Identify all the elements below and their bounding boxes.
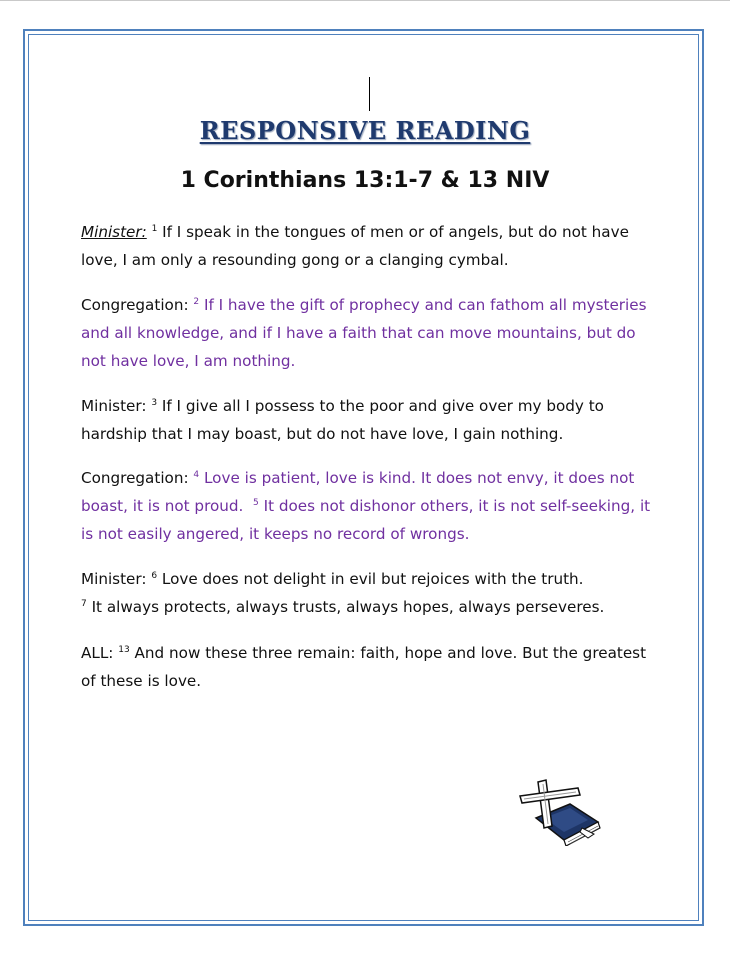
top-divider <box>0 0 730 1</box>
verse-number: 1 <box>151 223 158 234</box>
verse-text: Love is patient, love is kind. It does not envy, it does not boast, it is not proud. <box>81 469 635 515</box>
bible-with-cross-icon <box>514 778 610 846</box>
verse-number: 13 <box>118 644 130 655</box>
speaker-label: Congregation: <box>81 296 189 314</box>
verse-number: 5 <box>253 497 259 508</box>
verse-text: And now these three remain: faith, hope and love. But the greatest of these is love. <box>81 644 647 690</box>
speaker-label: Congregation: <box>81 469 189 487</box>
verse-number: 3 <box>151 397 158 408</box>
verse-text: If I give all I possess to the poor and give over my body to hardship that I may boast, but do not have love, I gain nothing. <box>81 397 604 443</box>
scripture-reference: 1 Corinthians 13:1-7 & 13 NIV <box>180 168 550 193</box>
verse-text: It always protects, always trusts, always hopes, always perseveres. <box>91 598 605 616</box>
reading-congregation-2 <box>81 464 661 548</box>
reading-congregation-1 <box>81 291 661 375</box>
text-cursor <box>369 77 370 111</box>
document-title: RESPONSIVE READING <box>199 116 531 145</box>
verse-number: 6 <box>151 570 158 581</box>
verse-number: 2 <box>193 296 200 307</box>
speaker-label: Minister: <box>81 570 147 588</box>
speaker-label: ALL: <box>81 644 114 662</box>
verse-text: It does not dishonor others, it is not self-seeking, it is not easily angered, it keeps no record of wrongs. <box>81 497 651 543</box>
speaker-label: Minister: <box>81 397 147 415</box>
verse-text: If I have the gift of prophecy and can fathom all mysteries and all knowledge, and if I have a faith that can move mountains, but do not have love, I am nothing. <box>81 296 647 370</box>
speaker-label: Minister: <box>81 223 147 241</box>
reading-minister-1 <box>81 218 661 274</box>
verse-text: Love does not delight in evil but rejoices with the truth. <box>161 570 584 588</box>
reading-minister-3 <box>81 565 661 621</box>
verse-number: 7 <box>81 598 87 609</box>
reading-minister-2 <box>81 392 661 448</box>
verse-number: 4 <box>193 469 200 480</box>
reading-all <box>81 639 661 695</box>
verse-text: If I speak in the tongues of men or of angels, but do not have love, I am only a resounding gong or a clanging cymbal. <box>81 223 629 269</box>
